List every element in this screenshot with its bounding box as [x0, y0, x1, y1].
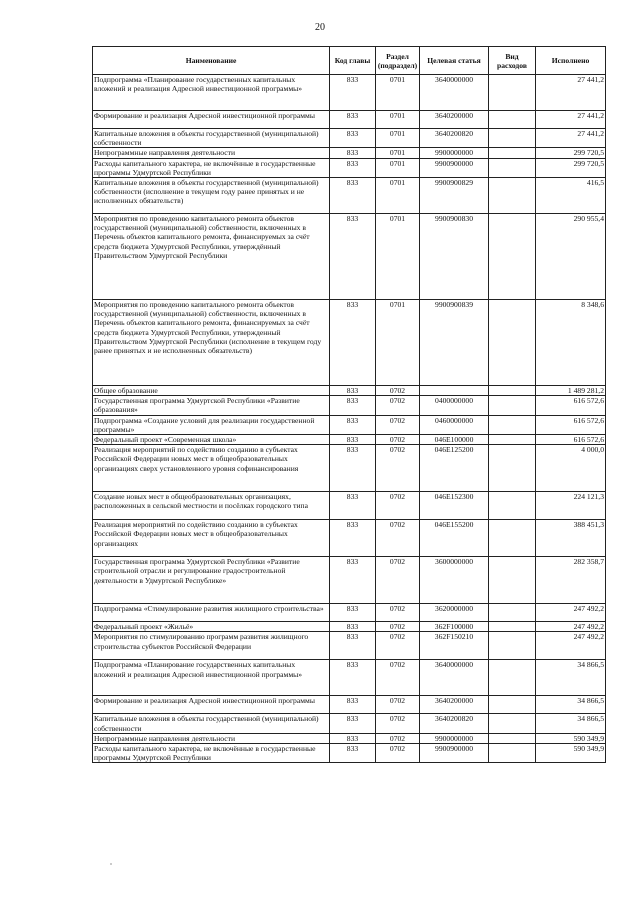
row-section: 0702: [376, 660, 420, 696]
row-target: 9900000000: [420, 733, 489, 743]
table-row: [93, 300, 606, 386]
row-name: Непрограммные направления деятельности: [93, 148, 330, 158]
row-section: 0701: [376, 158, 420, 177]
row-section: 0701: [376, 214, 420, 300]
table-row: [93, 714, 606, 733]
row-code: 833: [330, 435, 376, 445]
row-name: Мероприятия по проведению капитального ремонта объектов государственной (муниципальной) собственности, включенных в Перечень объектов капитального ремонта, финансируемых за счёт средств бюджета Удмуртской Республики, утверждённый Правительством Удмуртской Республики: [93, 214, 330, 300]
row-name: Расходы капитального характера, не включённые в государственные программы Удмуртской Республики: [93, 158, 330, 177]
row-amount: 616 572,6: [536, 415, 606, 434]
row-name: Государственная программа Удмуртской Республики «Развитие образования»: [93, 396, 330, 415]
row-name: Формирование и реализация Адресной инвестиционной программы: [93, 111, 330, 129]
row-amount: 616 572,6: [536, 435, 606, 445]
row-code: 833: [330, 111, 376, 129]
header-code: Код главы: [330, 47, 376, 75]
row-name: Создание новых мест в общеобразовательных организациях, расположенных в сельской местности и посёлках городского типа: [93, 492, 330, 520]
row-name: Государственная программа Удмуртской Республики «Развитие строительной отрасли и регулирование градостроительной деятельности в Удмуртской Республике»: [93, 557, 330, 604]
row-code: 833: [330, 622, 376, 632]
row-name: Капитальные вложения в объекты государственной (муниципальной) собственности: [93, 129, 330, 148]
row-amount: 34 866,5: [536, 660, 606, 696]
table-row: [93, 129, 606, 148]
row-amount: 590 349,9: [536, 733, 606, 743]
row-section: 0702: [376, 520, 420, 557]
row-target: 3640200000: [420, 111, 489, 129]
row-code: 833: [330, 492, 376, 520]
row-section: 0702: [376, 386, 420, 396]
table-row: [93, 158, 606, 177]
row-name: Подпрограмма «Планирование государственных капитальных вложений и реализация Адресной инвестиционной программы»: [93, 660, 330, 696]
row-target: 046E152300: [420, 492, 489, 520]
table-row: [93, 733, 606, 743]
table-row: [93, 386, 606, 396]
row-code: 833: [330, 520, 376, 557]
row-amount: 34 866,5: [536, 696, 606, 714]
row-code: 833: [330, 178, 376, 214]
row-code: 833: [330, 714, 376, 733]
row-amount: 247 492,2: [536, 632, 606, 660]
row-expense-type: [489, 660, 536, 696]
row-section: 0702: [376, 415, 420, 434]
row-code: 833: [330, 396, 376, 415]
row-code: 833: [330, 604, 376, 622]
row-section: 0701: [376, 178, 420, 214]
row-expense-type: [489, 386, 536, 396]
row-amount: 247 492,2: [536, 604, 606, 622]
row-section: 0702: [376, 396, 420, 415]
row-section: 0701: [376, 300, 420, 386]
row-target: 9900900839: [420, 300, 489, 386]
table-row: [93, 148, 606, 158]
table-header-row: [93, 47, 606, 75]
row-name: Реализация мероприятий по содействию созданию в субъектах Российской Федерации новых мест в общеобразовательных организациях сверх установленного уровня софинансирования: [93, 445, 330, 492]
row-target: 362F150210: [420, 632, 489, 660]
row-expense-type: [489, 696, 536, 714]
row-target: 046E155200: [420, 520, 489, 557]
row-name: Реализация мероприятий по содействию созданию в субъектах Российской Федерации новых мест в общеобразовательных организациях: [93, 520, 330, 557]
row-expense-type: [489, 300, 536, 386]
row-amount: 8 348,6: [536, 300, 606, 386]
row-section: 0702: [376, 445, 420, 492]
row-expense-type: [489, 557, 536, 604]
row-target: 9900900830: [420, 214, 489, 300]
row-name: Подпрограмма «Планирование государственных капитальных вложений и реализация Адресной инвестиционной программы»: [93, 75, 330, 111]
table-row: [93, 396, 606, 415]
header-section: Раздел (подраздел): [376, 47, 420, 75]
row-name: Формирование и реализация Адресной инвестиционной программы: [93, 696, 330, 714]
header-amount: Исполнено: [536, 47, 606, 75]
row-section: 0702: [376, 733, 420, 743]
row-expense-type: [489, 415, 536, 434]
row-expense-type: [489, 733, 536, 743]
row-section: 0702: [376, 492, 420, 520]
row-amount: 1 489 281,2: [536, 386, 606, 396]
row-code: 833: [330, 214, 376, 300]
row-target: 0400000000: [420, 396, 489, 415]
row-name: Федеральный проект «Современная школа»: [93, 435, 330, 445]
row-code: 833: [330, 733, 376, 743]
table-row: [93, 520, 606, 557]
row-amount: 4 000,0: [536, 445, 606, 492]
header-expense-type: Вид расходов: [489, 47, 536, 75]
row-target: 9900900829: [420, 178, 489, 214]
row-expense-type: [489, 396, 536, 415]
row-name: Непрограммные направления деятельности: [93, 733, 330, 743]
table-body: [93, 75, 606, 763]
table-row: [93, 604, 606, 622]
row-code: 833: [330, 445, 376, 492]
row-target: 3640200820: [420, 129, 489, 148]
table-row: [93, 632, 606, 660]
table-row: [93, 744, 606, 763]
row-target: 362F100000: [420, 622, 489, 632]
row-expense-type: [489, 435, 536, 445]
row-target: 3600000000: [420, 557, 489, 604]
row-amount: 247 492,2: [536, 622, 606, 632]
row-target: 046E100000: [420, 435, 489, 445]
row-expense-type: [489, 520, 536, 557]
row-amount: 590 349,9: [536, 744, 606, 763]
row-code: 833: [330, 696, 376, 714]
row-amount: 299 720,5: [536, 158, 606, 177]
row-section: 0702: [376, 714, 420, 733]
page-number: 20: [315, 22, 325, 33]
row-name: Подпрограмма «Создание условий для реализации государственной программы»: [93, 415, 330, 434]
row-section: 0701: [376, 148, 420, 158]
row-code: 833: [330, 744, 376, 763]
header-name: Наименование: [93, 47, 330, 75]
row-name: Подпрограмма «Стимулирование развития жилищного строительства»: [93, 604, 330, 622]
row-code: 833: [330, 148, 376, 158]
row-section: 0702: [376, 604, 420, 622]
row-amount: 27 441,2: [536, 129, 606, 148]
table-row: [93, 435, 606, 445]
table-row: [93, 111, 606, 129]
row-target: 3640200820: [420, 714, 489, 733]
row-expense-type: [489, 178, 536, 214]
row-amount: 224 121,3: [536, 492, 606, 520]
row-target: 3620000000: [420, 604, 489, 622]
row-section: 0702: [376, 696, 420, 714]
table-row: [93, 492, 606, 520]
table-row: [93, 622, 606, 632]
row-name: Мероприятия по проведению капитального ремонта объектов государственной (муниципальной) собственности, включенных в Перечень объектов капитального ремонта, финансируемых за счёт средств бюджета Удмуртской Республики, утвержденный Правительством Удмуртской Республики (исполнение в текущем году ранее принятых и не исполненных обязательств): [93, 300, 330, 386]
row-target: 3640000000: [420, 660, 489, 696]
row-expense-type: [489, 622, 536, 632]
row-expense-type: [489, 129, 536, 148]
row-target: 046E125200: [420, 445, 489, 492]
row-expense-type: [489, 75, 536, 111]
row-name: Мероприятия по стимулированию программ развития жилищного строительства субъектов Российской Федерации: [93, 632, 330, 660]
row-amount: 34 866,5: [536, 714, 606, 733]
row-name: Капитальные вложения в объекты государственной (муниципальной) собственности: [93, 714, 330, 733]
row-amount: 299 720,5: [536, 148, 606, 158]
row-code: 833: [330, 75, 376, 111]
row-code: 833: [330, 158, 376, 177]
row-target: 9900000000: [420, 148, 489, 158]
row-section: 0702: [376, 622, 420, 632]
table-row: [93, 75, 606, 111]
row-section: 0702: [376, 632, 420, 660]
row-expense-type: [489, 214, 536, 300]
row-code: 833: [330, 557, 376, 604]
row-code: 833: [330, 632, 376, 660]
table-row: [93, 415, 606, 434]
row-code: 833: [330, 386, 376, 396]
row-section: 0702: [376, 557, 420, 604]
row-amount: 290 955,4: [536, 214, 606, 300]
row-target: 3640000000: [420, 75, 489, 111]
row-code: 833: [330, 415, 376, 434]
row-expense-type: [489, 111, 536, 129]
header-target: Целевая статья: [420, 47, 489, 75]
row-target: 9900900000: [420, 744, 489, 763]
row-target: 9900900000: [420, 158, 489, 177]
row-code: 833: [330, 129, 376, 148]
row-target: 0460000000: [420, 415, 489, 434]
table-row: [93, 660, 606, 696]
row-section: 0701: [376, 129, 420, 148]
row-name: Общее образование: [93, 386, 330, 396]
row-expense-type: [489, 492, 536, 520]
table-row: [93, 557, 606, 604]
table-row: [93, 445, 606, 492]
row-amount: 27 441,2: [536, 75, 606, 111]
row-expense-type: [489, 632, 536, 660]
row-name: Капитальные вложения в объекты государственной (муниципальной) собственности (исполнение в текущем году ранее принятых и не исполненных обязательств): [93, 178, 330, 214]
row-code: 833: [330, 300, 376, 386]
row-amount: 616 572,6: [536, 396, 606, 415]
row-expense-type: [489, 158, 536, 177]
row-name: Федеральный проект «Жильё»: [93, 622, 330, 632]
table-row: [93, 214, 606, 300]
row-name: Расходы капитального характера, не включённые в государственные программы Удмуртской Республики: [93, 744, 330, 763]
row-section: 0702: [376, 744, 420, 763]
row-expense-type: [489, 714, 536, 733]
row-amount: 416,5: [536, 178, 606, 214]
table-row: [93, 178, 606, 214]
row-target: 3640200000: [420, 696, 489, 714]
table-row: [93, 696, 606, 714]
row-section: 0701: [376, 111, 420, 129]
scan-speck: [110, 863, 112, 865]
row-section: 0701: [376, 75, 420, 111]
row-target: [420, 386, 489, 396]
row-expense-type: [489, 148, 536, 158]
row-expense-type: [489, 445, 536, 492]
row-amount: 27 441,2: [536, 111, 606, 129]
row-code: 833: [330, 660, 376, 696]
row-section: 0702: [376, 435, 420, 445]
budget-execution-table: [92, 46, 606, 763]
row-expense-type: [489, 744, 536, 763]
row-expense-type: [489, 604, 536, 622]
row-amount: 282 358,7: [536, 557, 606, 604]
row-amount: 388 451,3: [536, 520, 606, 557]
